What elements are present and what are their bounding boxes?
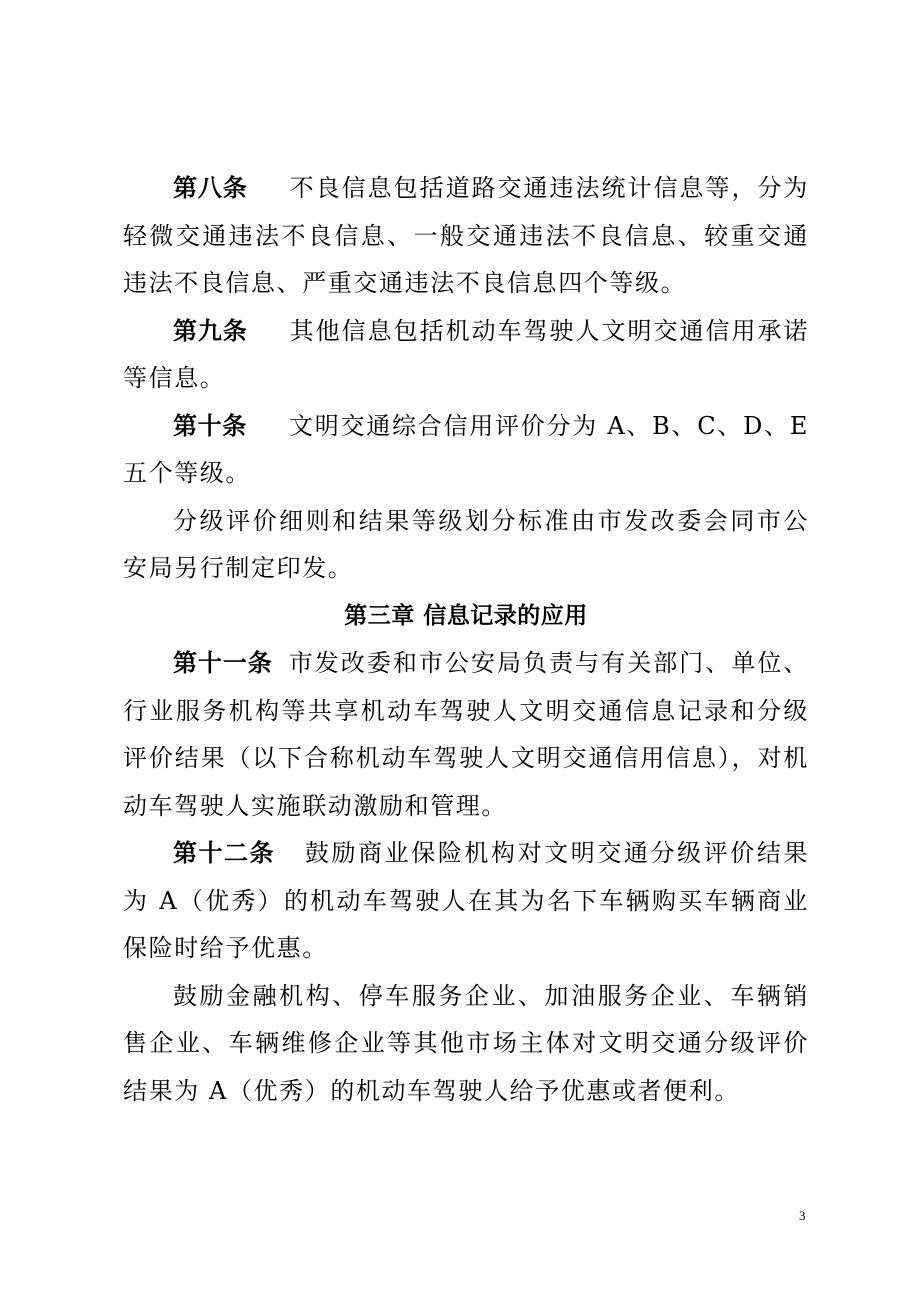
- article-12-sub-paragraph: 鼓励金融机构、停车服务企业、加油服务企业、车辆销售企业、车辆维修企业等其他市场主体对文明交通分级评价结果为 A（优秀）的机动车驾驶人给予优惠或者便利。: [123, 981, 809, 1105]
- article-9-text: 其他信息包括机动车驾驶人文明交通信用承诺等信息。: [123, 316, 810, 392]
- article-9-label: 第九条: [173, 316, 248, 345]
- article-12-label: 第十二条: [173, 839, 275, 867]
- article-10-paragraph: [123, 403, 809, 498]
- article-10-sub-paragraph: 分级评价细则和结果等级划分标准由市发改委会同市公安局另行制定印发。: [123, 506, 809, 582]
- document-body: [123, 165, 809, 1115]
- article-11-text: 市发改委和市公安局负责与有关部门、单位、行业服务机构等共享机动车驾驶人文明交通信息记录和分级评价结果（以下合称机动车驾驶人文明交通信用信息），对机动车驾驶人实施联动激励和管理。: [123, 649, 810, 820]
- chapter-3-heading: 第三章 信息记录的应用: [344, 602, 588, 629]
- article-12-text: 鼓励商业保险机构对文明交通分级评价结果为 A（优秀）的机动车驾驶人在其为名下车辆购买车辆商业保险时给予优惠。: [123, 839, 810, 962]
- article-10-label: 第十条: [173, 411, 247, 440]
- article-8-label: 第八条: [173, 174, 248, 202]
- article-9-paragraph: [123, 308, 809, 403]
- article-11-paragraph: [123, 640, 809, 830]
- article-8-text: 不良信息包括道路交通违法统计信息等，分为轻微交通违法不良信息、一般交通违法不良信息、较重交通违法不良信息、严重交通违法不良信息四个等级。: [123, 174, 810, 297]
- article-12-paragraph: [123, 830, 809, 973]
- article-8-paragraph: [123, 165, 809, 308]
- page-number: 3: [799, 1208, 806, 1223]
- article-10-text: 文明交通综合信用评价分为 A、B、C、D、E 五个等级。: [123, 411, 810, 487]
- article-11-label: 第十一条: [173, 649, 273, 677]
